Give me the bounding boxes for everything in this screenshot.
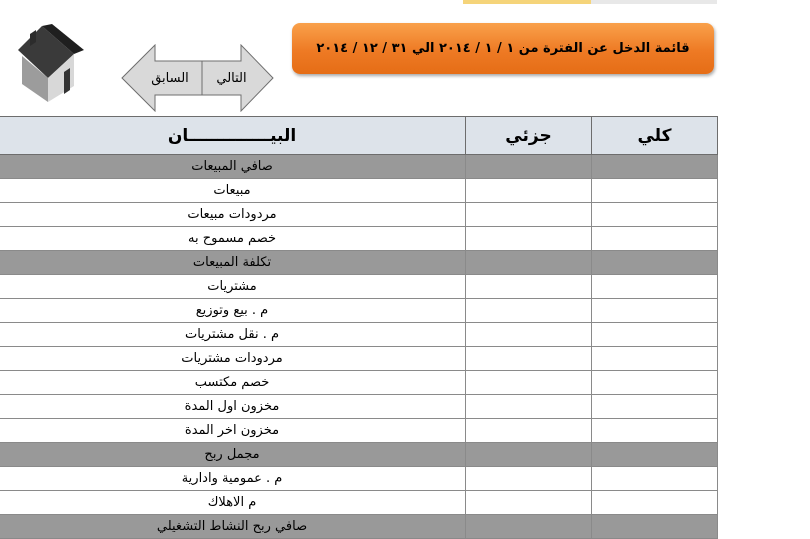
description-cell[interactable]: مبيعات [0,179,466,203]
table-row [0,419,718,443]
total-cell[interactable] [592,467,718,491]
description-cell[interactable]: خصم مسموح به [0,227,466,251]
partial-cell[interactable] [466,323,592,347]
table-row [0,371,718,395]
table-header-row [0,117,718,155]
next-button[interactable] [201,44,274,112]
total-cell[interactable] [592,347,718,371]
partial-cell[interactable] [466,251,592,275]
next-label: التالي [216,70,247,86]
description-cell[interactable]: م . عمومية وادارية [0,467,466,491]
partial-cell[interactable] [466,467,592,491]
total-cell[interactable] [592,323,718,347]
total-cell[interactable] [592,371,718,395]
total-cell[interactable] [592,227,718,251]
section-row [0,515,718,539]
table-row [0,299,718,323]
partial-cell[interactable] [466,203,592,227]
description-cell[interactable]: خصم مكتسب [0,371,466,395]
total-cell[interactable] [592,419,718,443]
total-cell[interactable] [592,515,718,539]
description-cell[interactable]: صافي ربح النشاط التشغيلي [0,515,466,539]
partial-cell[interactable] [466,491,592,515]
description-cell[interactable]: تكلفة المبيعات [0,251,466,275]
total-cell[interactable] [592,179,718,203]
description-cell[interactable]: مخزون اخر المدة [0,419,466,443]
cell-indicator [591,0,717,4]
column-header-total: كلي [592,117,718,155]
table-row [0,467,718,491]
partial-cell[interactable] [466,419,592,443]
partial-cell[interactable] [466,371,592,395]
description-cell[interactable]: مشتريات [0,275,466,299]
partial-cell[interactable] [466,155,592,179]
partial-cell[interactable] [466,515,592,539]
total-cell[interactable] [592,275,718,299]
column-header-description: البيــــــــــــــان [0,117,466,155]
description-cell[interactable]: صافي المبيعات [0,155,466,179]
income-statement-table [0,116,718,539]
table-row [0,275,718,299]
house-icon [12,20,94,108]
description-cell[interactable]: مجمل ربح [0,443,466,467]
description-cell[interactable]: مردودات مشتريات [0,347,466,371]
table-row [0,227,718,251]
previous-label: السابق [151,70,189,86]
column-header-partial: جزئي [466,117,592,155]
home-button[interactable] [12,20,94,108]
table-row [0,395,718,419]
page-title-banner [292,23,714,74]
description-cell[interactable]: م . نقل مشتريات [0,323,466,347]
section-row [0,155,718,179]
selected-cell-indicator [463,0,591,4]
description-cell[interactable]: م الاهلاك [0,491,466,515]
total-cell[interactable] [592,203,718,227]
table-row [0,323,718,347]
section-row [0,251,718,275]
partial-cell[interactable] [466,179,592,203]
total-cell[interactable] [592,251,718,275]
table-row [0,347,718,371]
page-title: قائمة الدخل عن الفترة من ١ / ١ / ٢٠١٤ الي ٣١ / ١٢ / ٢٠١٤ [316,41,690,56]
partial-cell[interactable] [466,347,592,371]
partial-cell[interactable] [466,275,592,299]
top-strip [0,0,810,4]
partial-cell[interactable] [466,227,592,251]
description-cell[interactable]: مخزون اول المدة [0,395,466,419]
total-cell[interactable] [592,395,718,419]
partial-cell[interactable] [466,299,592,323]
table-row [0,203,718,227]
partial-cell[interactable] [466,443,592,467]
total-cell[interactable] [592,155,718,179]
table-row [0,491,718,515]
partial-cell[interactable] [466,395,592,419]
description-cell[interactable]: مردودات مبيعات [0,203,466,227]
table-row [0,179,718,203]
total-cell[interactable] [592,299,718,323]
description-cell[interactable]: م . بيع وتوزيع [0,299,466,323]
total-cell[interactable] [592,491,718,515]
total-cell[interactable] [592,443,718,467]
section-row [0,443,718,467]
